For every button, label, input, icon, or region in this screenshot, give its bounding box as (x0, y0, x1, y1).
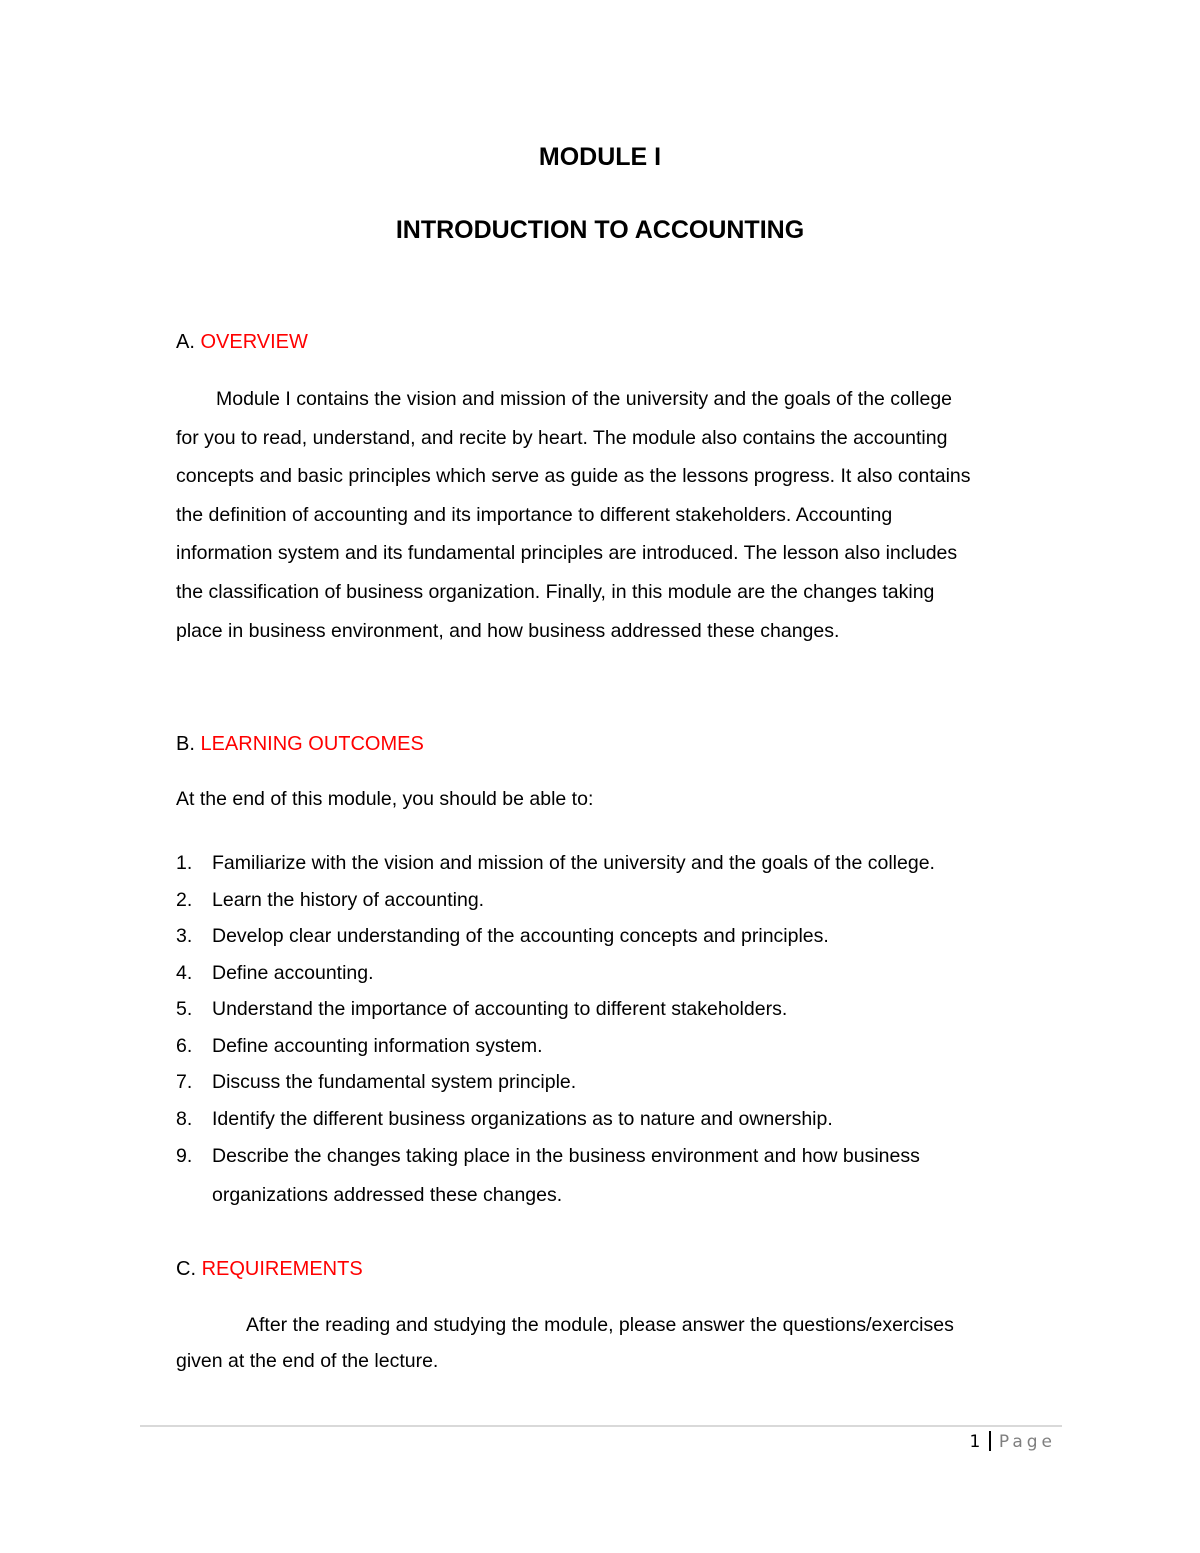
paragraph-line: the definition of accounting and its importance to different stakeholders. Accounting (176, 503, 893, 526)
list-item (176, 845, 1066, 882)
list-number: 6. (176, 1034, 193, 1057)
paragraph-line: concepts and basic principles which serve as guide as the lessons progress. It also contains (176, 465, 971, 488)
list-item (176, 1028, 1066, 1065)
list-text: Learn the history of accounting. (212, 888, 485, 911)
paragraph-line: Module I contains the vision and mission of the university and the goals of the college (216, 388, 953, 410)
outcomes-intro: At the end of this module, you should be able to: (176, 788, 594, 810)
footer-divider (140, 1425, 1062, 1427)
list-number: 3. (176, 925, 193, 947)
overview-paragraph (176, 380, 1066, 650)
section-heading-overview (176, 331, 308, 354)
footer-separator (989, 1431, 991, 1451)
paragraph-line: place in business environment, and how business addressed these changes. (176, 619, 840, 642)
list-item (176, 955, 1066, 992)
list-text: Understand the importance of accounting to different stakeholders. (212, 998, 788, 1020)
list-item (176, 1137, 1066, 1214)
list-item (176, 882, 1066, 919)
requirements-paragraph (176, 1307, 1066, 1379)
section-label: REQUIREMENTS (201, 1258, 363, 1280)
paragraph-line: After the reading and studying the module, please answer the questions/exercises (246, 1314, 954, 1336)
list-number: 1. (176, 852, 193, 874)
list-text: Discuss the fundamental system principle. (212, 1071, 577, 1093)
page-footer (970, 1431, 1056, 1452)
section-label: LEARNING OUTCOMES (200, 733, 424, 755)
list-number: 2. (176, 888, 193, 911)
module-title: MODULE I (538, 143, 662, 171)
list-text: Develop clear understanding of the accounting concepts and principles. (212, 925, 829, 947)
list-item (176, 991, 1066, 1028)
paragraph-line: for you to read, understand, and recite by heart. The module also contains the accounting (176, 426, 948, 449)
list-text: Familiarize with the vision and mission of the university and the goals of the college. (212, 852, 935, 874)
list-number: 8. (176, 1107, 193, 1130)
list-item (176, 1101, 1066, 1138)
list-item (176, 918, 1066, 955)
paragraph-line: information system and its fundamental principles are introduced. The lesson also includes (176, 542, 958, 565)
list-text: Define accounting information system. (212, 1034, 543, 1057)
list-text: organizations addressed these changes. (212, 1183, 563, 1206)
list-number: 4. (176, 961, 193, 984)
module-subtitle: INTRODUCTION TO ACCOUNTING (395, 216, 805, 244)
section-heading-requirements (176, 1258, 363, 1281)
learning-outcomes-list (176, 845, 1066, 1214)
page-label: Page (998, 1432, 1056, 1452)
list-number: 9. (176, 1145, 193, 1167)
section-letter: A. (176, 331, 195, 353)
list-number: 7. (176, 1071, 193, 1093)
list-item (176, 1064, 1066, 1101)
section-letter: C. (176, 1258, 196, 1280)
list-text: Describe the changes taking place in the business environment and how business (212, 1145, 920, 1167)
paragraph-line: the classification of business organization. Finally, in this module are the changes taking (176, 580, 935, 603)
list-number: 5. (176, 998, 193, 1020)
section-heading-learning-outcomes (176, 733, 424, 756)
page-number: 1 (969, 1432, 981, 1452)
section-label: OVERVIEW (200, 331, 308, 353)
paragraph-line: given at the end of the lecture. (176, 1350, 439, 1372)
section-letter: B. (176, 733, 195, 755)
list-text: Identify the different business organizations as to nature and ownership. (212, 1107, 833, 1130)
list-text: Define accounting. (212, 961, 374, 984)
